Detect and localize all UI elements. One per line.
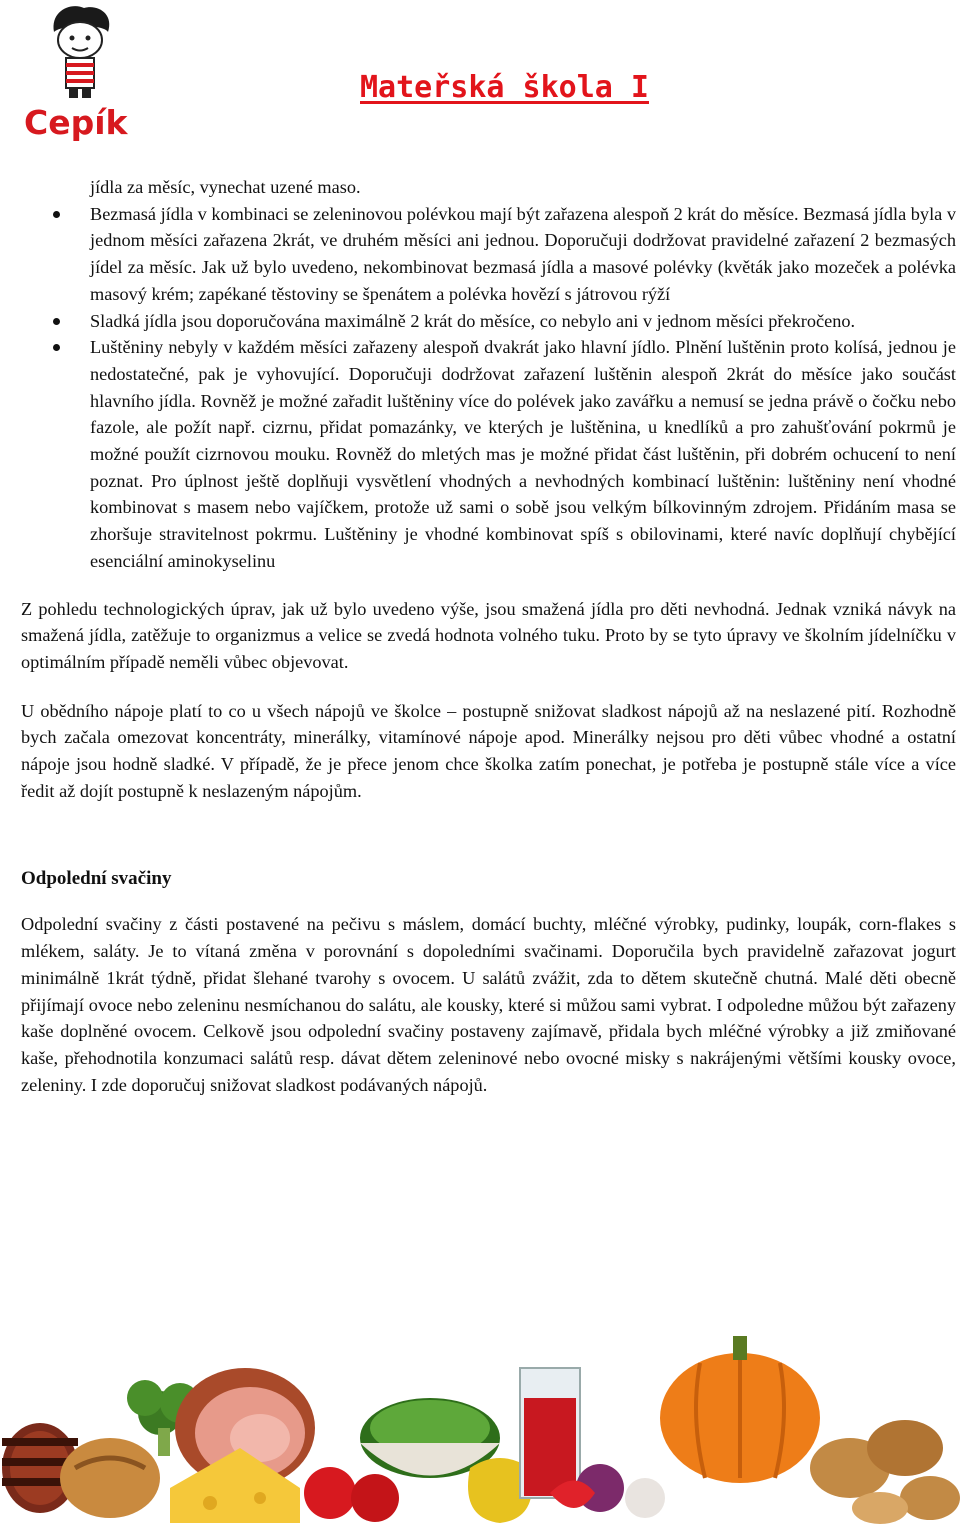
paragraph-snacks: Odpolední svačiny z části postavené na pečivu s máslem, domácí buchty, mléčné výrobky, pudinky, loupák, corn-flakes s mlékem, saláty. Je to vítaná změna v porovnání s dopoledními svačinami. Doporučila bych pravidelně zařazovat jogurt minimálně 1krát týdně, přidat šlehané tvarohy s ovocem. U salátů zvážit, zda to dětem skutečně chutná. Malé děti obecně přijímají ovoce nebo zeleninu nesmíchanou do salátu, ale kousky, které si můžou sami vybrat. I odpoledne můžou být zařazeny kaše doplněné ovocem. Celkově jsou odpolední svačiny postaveny zajímavě, přidala bych mléčné výrobky a již zmiňované kaše, přehodnotila konzumaci salátů resp. dávat dětem zeleninové nebo ovocné misky s nakrájenými většími kousky ovoce, zeleniny. I zde doporučuj snižovat sladkost podávaných nápojů. <box>21 914 956 1095</box>
list-item <box>90 308 956 335</box>
list-item <box>90 334 956 574</box>
recommendation-list <box>21 201 956 575</box>
document-body <box>21 174 956 1098</box>
list-item <box>90 201 956 308</box>
bullet-icon <box>53 318 60 325</box>
list-item-text: Luštěniny nebyly v každém měsíci zařazeny alespoň dvakrát jako hlavní jídlo. Plnění luštěnin proto kolísá, jednou je nedostatečné, pak je vyhovující. Doporučuji dodržovat zařazení luštěnin alespoň 2krát do měsíce jako součást hlavního jídla. Rovněž je možné zařadit luštěniny více do polévek jako zavářku a nemusí se jedna právě o čočku nebo fazole, ale požít např. cizrnu, přidat pomazánky, ve kterých je luštěnina, u knedlíků a pro zahušťování pokrmů je možné použít cizrnovou mouku. Rovněž do mletých mas je možné přidat část luštěnin, při dobrém ochucení to není poznat. Pro úplnost ještě doplňuji vysvětlení vhodných a nevhodných kombinací luštěnin: luštěniny není vhodné kombinovat s masem nebo vajíčkem, protože už sami o sobě jsou velkým bílkovinným zdrojem. Přidáním masa se zhoršuje stravitelnost pokrmu. Luštěniny je vhodné kombinovat spíš s obilovinami, které navíc doplňují chybějící esenciální aminokyselinu <box>90 337 956 571</box>
section-heading: Odpolední svačiny <box>21 868 172 890</box>
paragraph-technology: Z pohledu technologických úprav, jak už bylo uvedeno výše, jsou smažená jídla pro děti nevhodná. Jednak vzniká návyk na smažená jídla, zatěžuje to organizmus a velice se zvedá hodnota volného tuku. Proto by se tyto úpravy ve školním jídelníčku v optimálním případě neměli vůbec objevovat. <box>21 598 956 672</box>
paragraph-drinks: U obědního nápoje platí to co u všech nápojů ve školce – postupně snižovat sladkost nápojů až na neslazené pití. Rozhodně bych začala omezovat koncentráty, minerálky, vitamínové nápoje apod. Minerálky nejsou pro děti vůbec vhodné a ostatní nápoje jsou hodně sladké. V případě, že je přece jenom chce školka zatím ponechat, je potřeba je postupně stále více a více ředit až dojít postupně k neslazeným nápojům. <box>21 700 956 801</box>
intro-continuation: jídla za měsíc, vynechat uzené maso. <box>90 177 361 197</box>
list-item-text: Sladká jídla jsou doporučována maximálně 2 krát do měsíce, co nebylo ani v jednom měsíci překročeno. <box>90 310 856 331</box>
list-item-text: Bezmasá jídla v kombinaci se zeleninovou polévkou mají být zařazena alespoň 2 krát do měsíce. Bezmasá jídla byla v jednom měsíci zařazena 2krát, ve druhém měsíci ani jednou. Doporučuji dodržovat pravidelné zařazení 2 bezmasých jídel za měsíc. Jak už bylo uvedeno, nekombinovat bezmasá jídla a masové polévky (květák jako mozeček a polévka masový krém; zapékané těstoviny se špenátem a polévka hovězí s játrovou rýží <box>90 203 956 304</box>
page-title: Mateřská škola I <box>360 70 649 105</box>
bullet-icon <box>53 344 60 351</box>
bullet-icon <box>53 211 60 218</box>
cepik-logo <box>22 2 132 142</box>
food-illustration <box>0 1318 960 1525</box>
logo-text: Cepík <box>24 103 128 142</box>
